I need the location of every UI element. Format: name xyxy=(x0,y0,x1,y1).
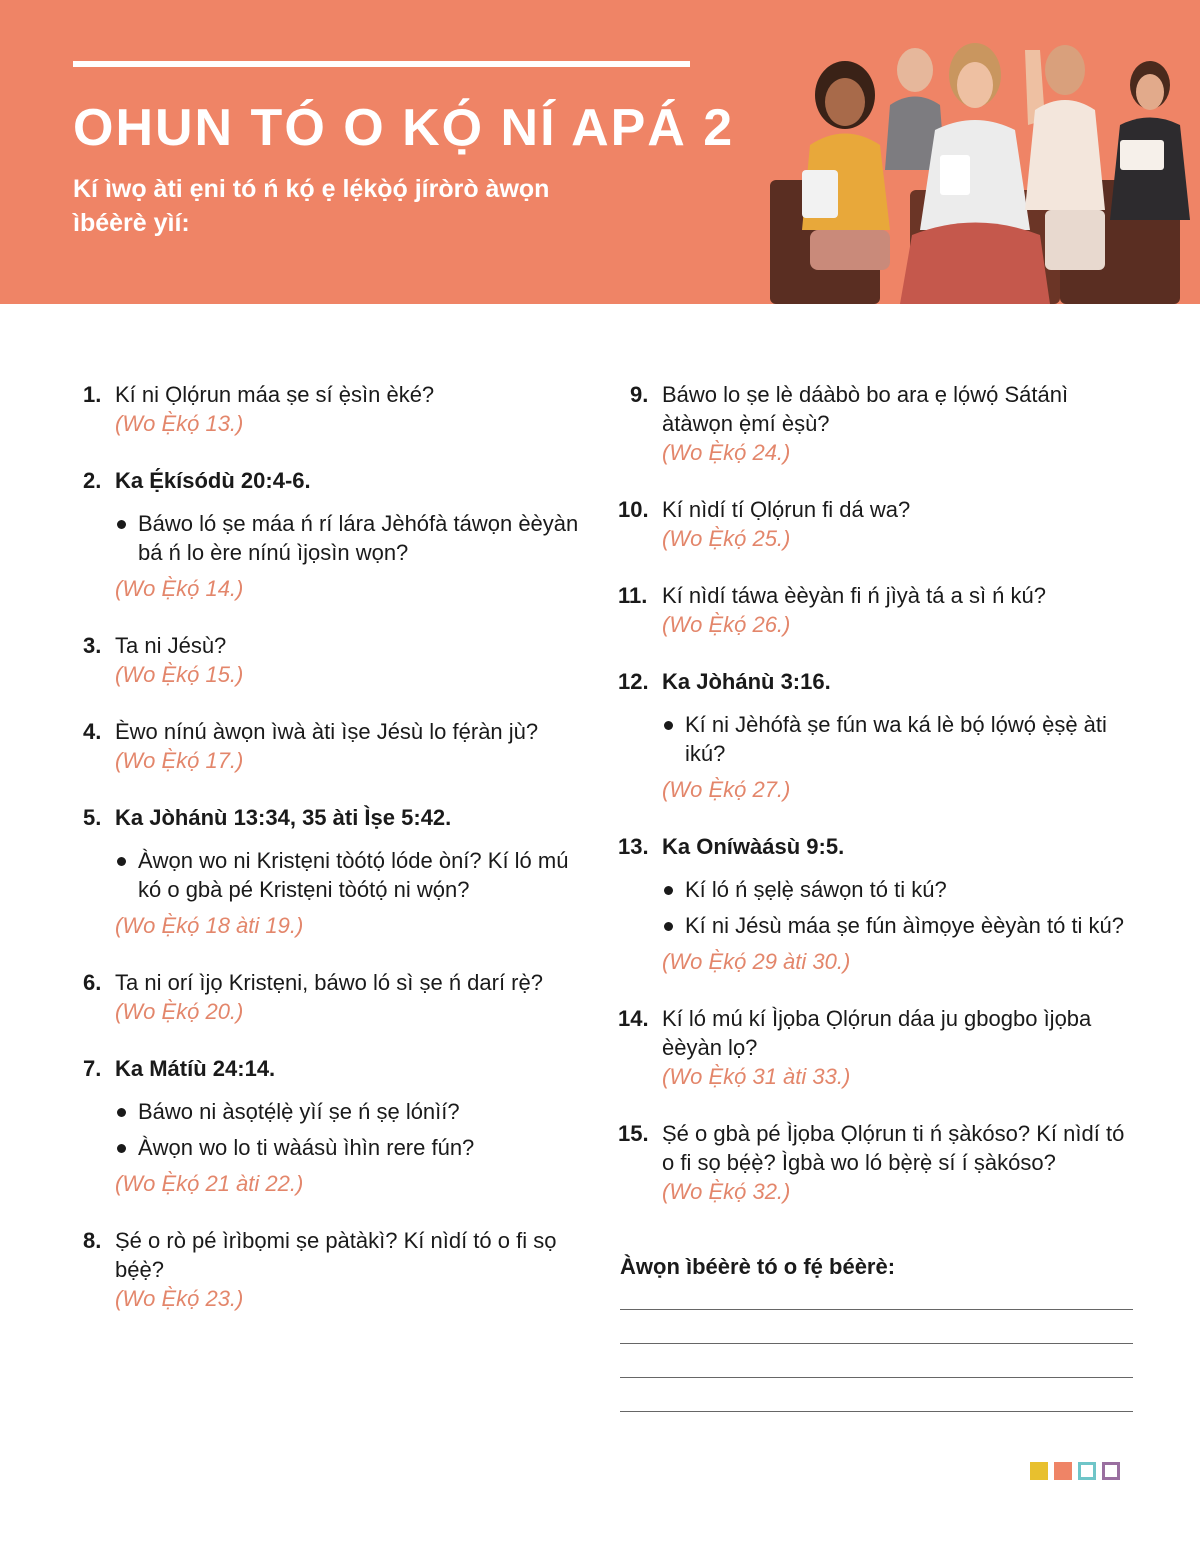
question-text: Kí nìdí tí Ọlọ́run fi dá wa? xyxy=(662,497,911,522)
question-text: Ka Mátíù 24:14. xyxy=(115,1056,276,1081)
page-title: OHUN TÓ O KỌ́ NÍ APÁ 2 xyxy=(73,99,735,157)
bullet-item xyxy=(662,710,1138,768)
question-15 xyxy=(618,1119,1138,1206)
lesson-reference: (Wo Ẹ̀kọ́ 25.) xyxy=(662,526,791,551)
question-text: Ka Oníwàásù 9:5. xyxy=(662,834,845,859)
lesson-reference: (Wo Ẹ̀kọ́ 18 àti 19.) xyxy=(115,913,304,938)
lesson-reference: (Wo Ẹ̀kọ́ 32.) xyxy=(662,1179,791,1204)
lesson-reference: (Wo Ẹ̀kọ́ 31 àti 33.) xyxy=(662,1064,851,1089)
question-number: 3. xyxy=(83,633,102,658)
question-4 xyxy=(83,717,583,775)
question-3 xyxy=(83,631,583,689)
lesson-reference: (Wo Ẹ̀kọ́ 27.) xyxy=(662,777,791,802)
question-number: 9. xyxy=(630,382,649,407)
question-number: 13. xyxy=(618,834,649,859)
question-number: 12. xyxy=(618,669,649,694)
question-2 xyxy=(83,466,583,603)
bullet-item xyxy=(115,1133,583,1162)
question-9 xyxy=(618,380,1138,467)
notes-label: Àwọn ìbéèrè tó o fẹ́ béèrè: xyxy=(620,1254,896,1279)
question-text: Báwo lo ṣe lè dáàbò bo ara ẹ lọ́wọ́ Sátánì àtàwọn ẹ̀mí èṣù? xyxy=(662,382,1069,436)
bullet-item xyxy=(115,509,583,567)
question-number: 4. xyxy=(83,719,102,744)
decorative-squares xyxy=(1030,1462,1124,1480)
bullet-icon xyxy=(664,922,673,931)
bullet-icon xyxy=(664,721,673,730)
questions-left-column xyxy=(83,380,583,1341)
bullet-text: Àwọn wo lo ti wàásù ìhìn rere fún? xyxy=(138,1135,475,1160)
question-12 xyxy=(618,667,1138,804)
bullet-text: Kí ló ń ṣẹlẹ̀ sáwọn tó ti kú? xyxy=(685,877,947,902)
bullet-list xyxy=(83,509,583,567)
question-text: Ṣé o gbà pé Ìjọba Ọlọ́run ti ń ṣàkóso? Kí nìdí tó o fi sọ bẹ́ẹ̀? Ìgbà wo ló bẹ̀rẹ̀ sí í ṣàkóso? xyxy=(662,1121,1125,1175)
bullet-text: Kí ni Jèhófà ṣe fún wa ká lè bọ́ lọ́wọ́ ẹ̀ṣẹ̀ àti ikú? xyxy=(685,712,1107,766)
note-line[interactable] xyxy=(620,1309,1133,1310)
question-10 xyxy=(618,495,1138,553)
purple-square-outline-icon xyxy=(1102,1462,1120,1480)
people-in-meeting-illustration xyxy=(740,30,1200,304)
lesson-reference: (Wo Ẹ̀kọ́ 29 àti 30.) xyxy=(662,949,851,974)
lesson-reference: (Wo Ẹ̀kọ́ 15.) xyxy=(115,662,244,687)
yellow-square-icon xyxy=(1030,1462,1048,1480)
question-text: Ka Jòhánù 3:16. xyxy=(662,669,831,694)
bullet-list xyxy=(83,1097,583,1162)
bullet-list xyxy=(618,875,1138,940)
header-banner xyxy=(0,0,1200,304)
lesson-reference: (Wo Ẹ̀kọ́ 20.) xyxy=(115,999,244,1024)
question-6 xyxy=(83,968,583,1026)
page-subtitle: Kí ìwọ àti ẹni tó ń kọ́ ẹ lẹ́kọ̀ọ́ jíròrò àwọn ìbéèrè yìí: xyxy=(73,175,550,237)
lesson-reference: (Wo Ẹ̀kọ́ 13.) xyxy=(115,411,244,436)
lesson-reference: (Wo Ẹ̀kọ́ 21 àti 22.) xyxy=(115,1171,304,1196)
teal-square-outline-icon xyxy=(1078,1462,1096,1480)
questions-right-column xyxy=(618,380,1138,1234)
bullet-item xyxy=(115,846,583,904)
question-14 xyxy=(618,1004,1138,1091)
lesson-reference: (Wo Ẹ̀kọ́ 23.) xyxy=(115,1286,244,1311)
question-number: 8. xyxy=(83,1228,102,1253)
question-text: Kí ló mú kí Ìjọba Ọlọ́run dáa ju gbogbo ìjọba èèyàn lọ? xyxy=(662,1006,1092,1060)
question-5 xyxy=(83,803,583,940)
question-number: 14. xyxy=(618,1006,649,1031)
bullet-text: Kí ni Jésù máa ṣe fún àìmọye èèyàn tó ti kú? xyxy=(685,913,1125,938)
orange-square-icon xyxy=(1054,1462,1072,1480)
question-number: 2. xyxy=(83,468,102,493)
question-11 xyxy=(618,581,1138,639)
question-text: Kí ni Ọlọ́run máa ṣe sí ẹ̀sìn èké? xyxy=(115,382,435,407)
lesson-reference: (Wo Ẹ̀kọ́ 17.) xyxy=(115,748,244,773)
note-line[interactable] xyxy=(620,1343,1133,1344)
bullet-text: Báwo ni àsọtẹ́lẹ̀ yìí ṣe ń ṣẹ lónìí? xyxy=(138,1099,460,1124)
question-text: Èwo nínú àwọn ìwà àti ìṣe Jésù lo fẹ́ràn jù? xyxy=(115,719,539,744)
bullet-icon xyxy=(117,1108,126,1117)
bullet-item xyxy=(662,875,1138,904)
question-number: 6. xyxy=(83,970,102,995)
question-text: Ṣé o rò pé ìrìbọmi ṣe pàtàkì? Kí nìdí tó o fi sọ bẹ́ẹ̀? xyxy=(115,1228,557,1282)
question-1 xyxy=(83,380,583,438)
question-text: Ta ni Jésù? xyxy=(115,633,227,658)
bullet-text: Àwọn wo ni Kristẹni tòótọ́ lóde òní? Kí ló mú kó o gbà pé Kristẹni tòótọ́ ni wọ́n? xyxy=(138,848,569,902)
header-rule xyxy=(73,61,690,67)
question-text: Ka Jòhánù 13:34, 35 àti Ìṣe 5:42. xyxy=(115,805,452,830)
note-line[interactable] xyxy=(620,1377,1133,1378)
question-text: Ta ni orí ìjọ Kristẹni, báwo ló sì ṣe ń darí rẹ̀? xyxy=(115,970,543,995)
question-text: Kí nìdí táwa èèyàn fi ń jìyà tá a sì ń kú? xyxy=(662,583,1047,608)
bullet-icon xyxy=(664,886,673,895)
question-number: 10. xyxy=(618,497,649,522)
question-number: 15. xyxy=(618,1121,649,1146)
question-number: 11. xyxy=(618,583,648,608)
lesson-reference: (Wo Ẹ̀kọ́ 26.) xyxy=(662,612,791,637)
question-number: 5. xyxy=(83,805,102,830)
bullet-item xyxy=(115,1097,583,1126)
bullet-icon xyxy=(117,1144,126,1153)
bullet-icon xyxy=(117,520,126,529)
bullet-icon xyxy=(117,857,126,866)
bullet-list xyxy=(618,710,1138,768)
lesson-reference: (Wo Ẹ̀kọ́ 24.) xyxy=(662,440,791,465)
lesson-reference: (Wo Ẹ̀kọ́ 14.) xyxy=(115,576,244,601)
question-13 xyxy=(618,832,1138,976)
question-number: 7. xyxy=(83,1056,102,1081)
bullet-item xyxy=(662,911,1138,940)
note-line[interactable] xyxy=(620,1411,1133,1412)
bullet-list xyxy=(83,846,583,904)
question-text: Ka Ẹ́kísódù 20:4-6. xyxy=(115,468,311,493)
question-number: 1. xyxy=(83,382,102,407)
bullet-text: Báwo ló ṣe máa ń rí lára Jèhófà táwọn èèyàn bá ń lo ère nínú ìjọsìn wọn? xyxy=(138,511,579,565)
question-8 xyxy=(83,1226,583,1313)
question-7 xyxy=(83,1054,583,1198)
